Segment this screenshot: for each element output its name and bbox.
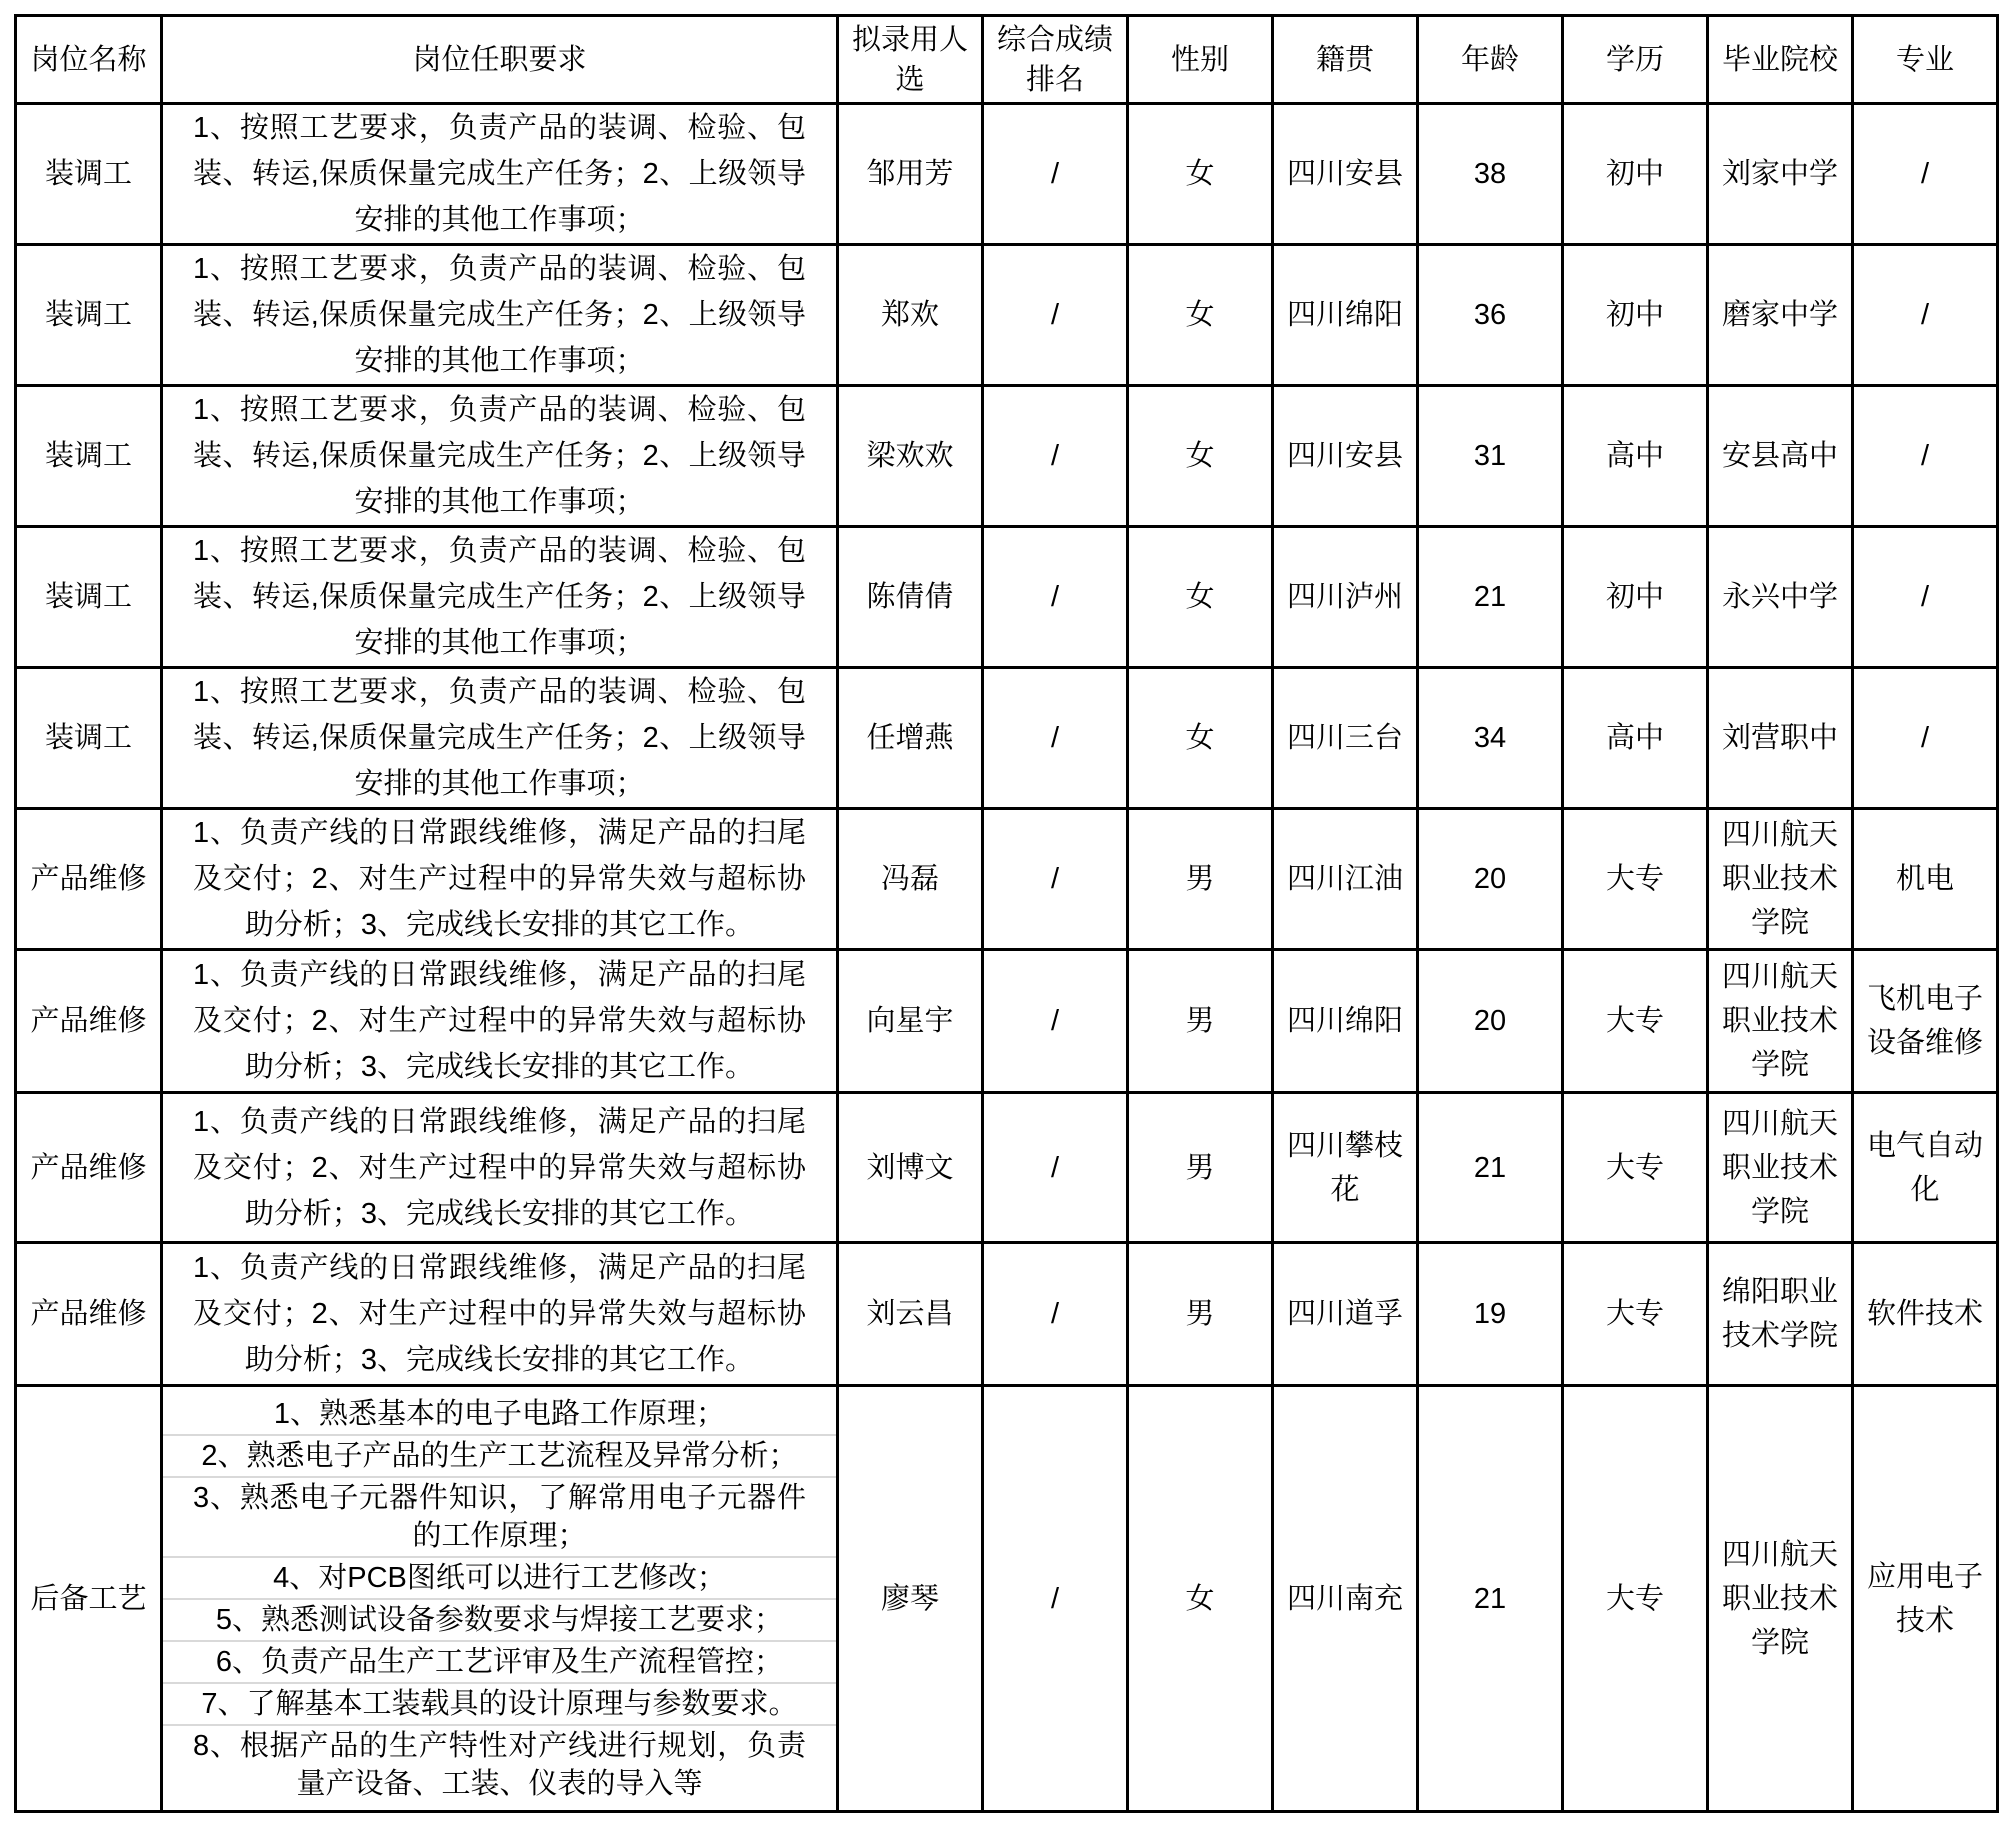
requirement-item: 1、按照工艺要求，负责产品的装调、检验、包装、转运,保质保量完成生产任务；2、上级领导安排的其他工作事项； (193, 394, 806, 518)
rank-cell: / (983, 950, 1128, 1093)
major-cell: 应用电子技术 (1853, 1386, 1998, 1812)
school-cell: 绵阳职业技术学院 (1708, 1243, 1853, 1386)
position-cell: 产品维修 (16, 950, 162, 1093)
position-cell: 装调工 (16, 527, 162, 668)
school-cell: 四川航天职业技术学院 (1708, 950, 1853, 1093)
requirements-cell (162, 1386, 838, 1812)
school-cell: 四川航天职业技术学院 (1708, 1386, 1853, 1812)
column-header-hometown: 籍贯 (1273, 16, 1418, 104)
requirement-item: 1、负责产线的日常跟线维修，满足产品的扫尾及交付；2、对生产过程中的异常失效与超标协助分析；3、完成线长安排的其它工作。 (193, 817, 806, 941)
position-cell: 产品维修 (16, 809, 162, 950)
position-cell: 产品维修 (16, 1243, 162, 1386)
school-cell: 磨家中学 (1708, 245, 1853, 386)
rank-cell: / (983, 668, 1128, 809)
major-cell: / (1853, 386, 1998, 527)
position-cell: 装调工 (16, 245, 162, 386)
education-cell: 初中 (1563, 527, 1708, 668)
table-row (16, 527, 1998, 668)
column-header-candidate: 拟录用人选 (838, 16, 983, 104)
major-cell: / (1853, 668, 1998, 809)
education-cell: 大专 (1563, 1093, 1708, 1243)
gender-cell: 女 (1128, 386, 1273, 527)
hometown-cell: 四川南充 (1273, 1386, 1418, 1812)
rank-cell: / (983, 245, 1128, 386)
gender-cell: 女 (1128, 245, 1273, 386)
major-cell: 软件技术 (1853, 1243, 1998, 1386)
age-cell: 31 (1418, 386, 1563, 527)
school-cell: 刘家中学 (1708, 104, 1853, 245)
candidate-cell: 任增燕 (838, 668, 983, 809)
header-row (16, 16, 1998, 104)
position-cell: 装调工 (16, 386, 162, 527)
column-header-rank: 综合成绩排名 (983, 16, 1128, 104)
column-header-position: 岗位名称 (16, 16, 162, 104)
requirements-cell (162, 527, 838, 668)
gender-cell: 男 (1128, 809, 1273, 950)
candidate-cell: 冯磊 (838, 809, 983, 950)
education-cell: 高中 (1563, 386, 1708, 527)
column-header-requirements: 岗位任职要求 (162, 16, 838, 104)
position-cell: 产品维修 (16, 1093, 162, 1243)
hometown-cell: 四川绵阳 (1273, 245, 1418, 386)
requirements-cell (162, 1243, 838, 1386)
column-header-school: 毕业院校 (1708, 16, 1853, 104)
hometown-cell: 四川安县 (1273, 104, 1418, 245)
age-cell: 36 (1418, 245, 1563, 386)
column-header-gender: 性别 (1128, 16, 1273, 104)
requirements-cell (162, 245, 838, 386)
hometown-cell: 四川绵阳 (1273, 950, 1418, 1093)
education-cell: 大专 (1563, 809, 1708, 950)
requirement-item: 1、负责产线的日常跟线维修，满足产品的扫尾及交付；2、对生产过程中的异常失效与超标协助分析；3、完成线长安排的其它工作。 (193, 1252, 806, 1376)
education-cell: 高中 (1563, 668, 1708, 809)
column-header-age: 年龄 (1418, 16, 1563, 104)
requirement-item: 1、负责产线的日常跟线维修，满足产品的扫尾及交付；2、对生产过程中的异常失效与超标协助分析；3、完成线长安排的其它工作。 (193, 1105, 806, 1230)
requirement-item: 1、按照工艺要求，负责产品的装调、检验、包装、转运,保质保量完成生产任务；2、上级领导安排的其他工作事项； (193, 535, 806, 659)
candidate-cell: 郑欢 (838, 245, 983, 386)
age-cell: 20 (1418, 809, 1563, 950)
education-cell: 大专 (1563, 1386, 1708, 1812)
requirement-item: 2、熟悉电子产品的生产工艺流程及异常分析； (163, 1434, 836, 1476)
requirements-cell (162, 950, 838, 1093)
table-header (16, 16, 1998, 104)
requirement-item: 3、熟悉电子元器件知识，了解常用电子元器件的工作原理； (163, 1476, 836, 1556)
age-cell: 38 (1418, 104, 1563, 245)
rank-cell: / (983, 1386, 1128, 1812)
candidate-cell: 向星宇 (838, 950, 983, 1093)
requirement-item: 6、负责产品生产工艺评审及生产流程管控； (163, 1640, 836, 1682)
table-body (16, 104, 1998, 1812)
major-cell: / (1853, 104, 1998, 245)
gender-cell: 男 (1128, 1093, 1273, 1243)
requirement-item: 7、了解基本工装载具的设计原理与参数要求。 (163, 1682, 836, 1724)
major-cell: 飞机电子设备维修 (1853, 950, 1998, 1093)
requirements-cell (162, 1093, 838, 1243)
rank-cell: / (983, 1243, 1128, 1386)
rank-cell: / (983, 809, 1128, 950)
table-row (16, 1093, 1998, 1243)
school-cell: 安县高中 (1708, 386, 1853, 527)
school-cell: 四川航天职业技术学院 (1708, 809, 1853, 950)
requirement-item: 1、按照工艺要求，负责产品的装调、检验、包装、转运,保质保量完成生产任务；2、上级领导安排的其他工作事项； (193, 253, 806, 377)
position-cell: 装调工 (16, 668, 162, 809)
age-cell: 21 (1418, 1386, 1563, 1812)
table-row (16, 1386, 1998, 1812)
rank-cell: / (983, 104, 1128, 245)
school-cell: 四川航天职业技术学院 (1708, 1093, 1853, 1243)
requirements-cell (162, 809, 838, 950)
education-cell: 大专 (1563, 1243, 1708, 1386)
position-cell: 后备工艺 (16, 1386, 162, 1812)
candidate-cell: 邹用芳 (838, 104, 983, 245)
hometown-cell: 四川三台 (1273, 668, 1418, 809)
requirement-item: 1、负责产线的日常跟线维修，满足产品的扫尾及交付；2、对生产过程中的异常失效与超标协助分析；3、完成线长安排的其它工作。 (193, 959, 806, 1083)
education-cell: 初中 (1563, 104, 1708, 245)
gender-cell: 女 (1128, 104, 1273, 245)
rank-cell: / (983, 386, 1128, 527)
school-cell: 永兴中学 (1708, 527, 1853, 668)
gender-cell: 男 (1128, 1243, 1273, 1386)
gender-cell: 女 (1128, 668, 1273, 809)
requirement-item: 4、对PCB图纸可以进行工艺修改； (163, 1556, 836, 1598)
school-cell: 刘营职中 (1708, 668, 1853, 809)
age-cell: 34 (1418, 668, 1563, 809)
requirements-cell (162, 104, 838, 245)
age-cell: 21 (1418, 1093, 1563, 1243)
table-row (16, 950, 1998, 1093)
major-cell: / (1853, 245, 1998, 386)
requirement-item: 8、根据产品的生产特性对产线进行规划，负责量产设备、工装、仪表的导入等 (163, 1724, 836, 1804)
table-row (16, 809, 1998, 950)
gender-cell: 男 (1128, 950, 1273, 1093)
gender-cell: 女 (1128, 1386, 1273, 1812)
age-cell: 21 (1418, 527, 1563, 668)
column-header-major: 专业 (1853, 16, 1998, 104)
table-row (16, 386, 1998, 527)
major-cell: 电气自动化 (1853, 1093, 1998, 1243)
major-cell: / (1853, 527, 1998, 668)
hometown-cell: 四川攀枝花 (1273, 1093, 1418, 1243)
education-cell: 初中 (1563, 245, 1708, 386)
table-row (16, 104, 1998, 245)
position-cell: 装调工 (16, 104, 162, 245)
hometown-cell: 四川泸州 (1273, 527, 1418, 668)
hometown-cell: 四川江油 (1273, 809, 1418, 950)
rank-cell: / (983, 527, 1128, 668)
recruitment-table (14, 14, 1999, 1813)
requirements-cell (162, 386, 838, 527)
requirement-item: 1、按照工艺要求，负责产品的装调、检验、包装、转运,保质保量完成生产任务；2、上级领导安排的其他工作事项； (193, 676, 806, 800)
requirement-item: 1、按照工艺要求，负责产品的装调、检验、包装、转运,保质保量完成生产任务；2、上级领导安排的其他工作事项； (193, 112, 806, 236)
major-cell: 机电 (1853, 809, 1998, 950)
candidate-cell: 梁欢欢 (838, 386, 983, 527)
requirement-item: 5、熟悉测试设备参数要求与焊接工艺要求； (163, 1598, 836, 1640)
table-row (16, 1243, 1998, 1386)
education-cell: 大专 (1563, 950, 1708, 1093)
age-cell: 19 (1418, 1243, 1563, 1386)
table-row (16, 668, 1998, 809)
candidate-cell: 廖琴 (838, 1386, 983, 1812)
candidate-cell: 刘云昌 (838, 1243, 983, 1386)
requirements-cell (162, 668, 838, 809)
age-cell: 20 (1418, 950, 1563, 1093)
candidate-cell: 刘博文 (838, 1093, 983, 1243)
table-row (16, 245, 1998, 386)
column-header-education: 学历 (1563, 16, 1708, 104)
gender-cell: 女 (1128, 527, 1273, 668)
candidate-cell: 陈倩倩 (838, 527, 983, 668)
requirement-item: 1、熟悉基本的电子电路工作原理； (273, 1397, 726, 1430)
rank-cell: / (983, 1093, 1128, 1243)
hometown-cell: 四川道孚 (1273, 1243, 1418, 1386)
hometown-cell: 四川安县 (1273, 386, 1418, 527)
